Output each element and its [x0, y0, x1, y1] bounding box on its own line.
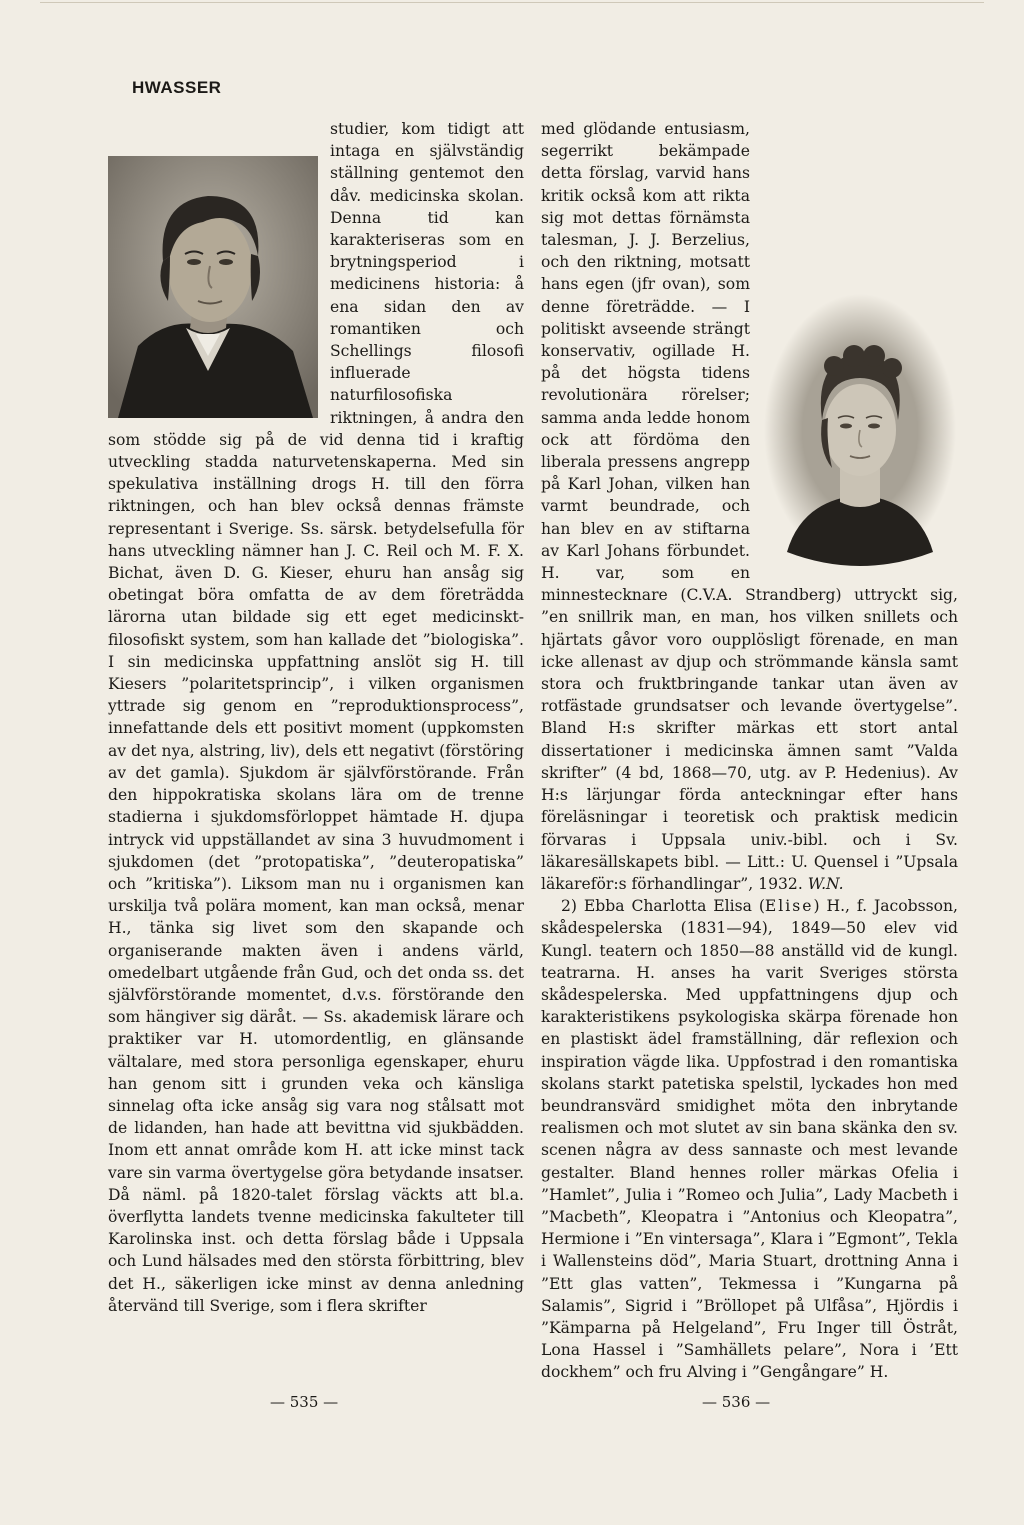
- top-edge-rule: [40, 2, 984, 3]
- running-head: HWASSER: [132, 78, 222, 97]
- entry-intro: 2) Ebba Charlotta Elisa (: [561, 897, 765, 916]
- entry-body: ) H., f. Jacobsson, skådespelerska (1831—94), 1849—50 elev vid Kungl. teatern och 1850—88 anställd vid de kungl. teatrarna. H. anses ha varit Sveriges största skådespelerska. Med uppfattningens djup och karakteristikens psykologiska skärpa förenade hon en plastiskt ädel framställning, där reflexion och inspiration vägde lika. Uppfostrad i den romantiska skolans starkt patetiska spelstil, lyckades hon med beundransvärd smidighet möta den inbrytande realismen och mot slutet av sin bana skänka den sv. scenen några av dess sannaste och mest levande gestalter. Bland hennes roller märkas Ofelia i ”Hamlet”, Julia i ”Romeo och Julia”, Lady Macbeth i ”Macbeth”, Kleopatra i ”Antonius och Kleopatra”, Hermione i ”En vintersaga”, Klara i ”Egmont”, Tekla i Wallensteins död”, Maria Stuart, drottning Anna i ”Ett glas vatten”, Tekmessa i ”Kungarna på Salamis”, Sigrid i ”Bröllopet på Ulfåsa”, Hjördis i ”Kämparna på Helgeland”, Fru Inger till Östråt, Lona Hassel i ”Samhällets pelare”, Nora i ’Ett dockhem” och fru Alving i ”Gengångare” H.: [541, 897, 958, 1382]
- spaced-name: Elise: [764, 897, 814, 916]
- body-text-right-part2: [541, 895, 958, 1383]
- right-column: [541, 118, 958, 1384]
- page-number-left: — 535 —: [270, 1393, 339, 1411]
- portrait-hwasser-image: [108, 156, 318, 418]
- author-signature: W.N.: [807, 874, 844, 893]
- left-column: [108, 118, 524, 1317]
- page-number-right: — 536 —: [702, 1393, 771, 1411]
- portrait-elise-hwasser-image: [762, 290, 958, 570]
- continuation-text: med glödande entusiasm, segerrikt bekämpade detta förslag, varvid hans kritik också kom att rikta sig mot dettas förnämsta talesman, J. J. Berzelius, och den riktning, motsatt hans egen (jfr ovan), som denne företrädde. — I politiskt avseende strängt konservativ, ogillade H. på det högsta tidens revolutionära rörelser; samma anda ledde honom ock att fördöma den liberala pressens angrepp på Karl Johan, vilken han varmt beundrade, och han blev en av stiftarna av Karl Johans förbundet. H. var, som en minnestecknare (C.V.A. Strandberg) uttryckt sig, ”en snillrik man, en man, hos vilken snillets och hjärtats gåvor voro oupplösligt förenade, en man icke allenast av djup och strömmande känsla samt stora och fruktbringande tankar utan även av rotfästade grundsatser och levande övertygelse”. Bland H:s skrifter märkas ett stort antal dissertationer i medicinska ämnen samt ”Valda skrifter” (4 bd, 1868—70, utg. av P. Hedenius). Av H:s lärjungar förda anteckningar efter hans föreläsningar i teoretisk och praktisk medicin förvaras i Uppsala univ.-bibl. och i Sv. läkaresällskapets bibl. — Litt.: U. Quensel i ”Upsala läkareför:s förhandlingar”, 1932.: [541, 120, 958, 893]
- body-text-left: studier, kom tidigt att intaga en självständig ställning gentemot den dåv. medicinska skolan. Denna tid kan karakteriseras som en brytningsperiod i medicinens historia: å ena sidan den av romantiken och Schellings filosofi influerade naturfilosofiska riktningen, å andra den som stödde sig på de vid denna tid i kraftig utveckling stadda naturvetenskaperna. Med sin spekulativa inställning drogs H. till den förra riktningen, och han blev också dennas främste representant i Sverige. Ss. särsk. betydelsefulla för hans utveckling nämner han J. C. Reil och M. F. X. Bichat, även D. G. Kieser, ehuru han ansåg sig obetingat böra omfatta de av dem företrädda lärorna utan bildade sig ett eget medicinskt-filosofiskt system, som han kallade det ”biologiska”. I sin medicinska uppfattning anslöt sig H. till Kiesers ”polaritetsprincip”, i vilken organismen yttrade sig genom en ”reproduktionsprocess”, innefattande dels ett positivt moment (uppkomsten av det nya, alstring, liv), dels ett negativt (förstöring av det gamla). Sjukdom är självförstörande. Från den hippokratiska skolans lära om de trenne stadierna i sjukdomsförloppet hämtade H. djupa intryck vid uppställandet av sina 3 huvudmoment i sjukdomen (det ”protopatiska”, ”deuteropatiska” och ”kritiska”). Liksom man nu i organismen kan urskilja två polära moment, kan man också, menar H., tänka sig livet som den skapande och organiserande makten även i andens värld, omedelbart utgående från Gud, och det onda ss. det självförstörande momentet, d.v.s. förstörande den som hängiver sig däråt. — Ss. akademisk lärare och praktiker var H. utomordentlig, en glänsande vältalare, med stora personliga egenskaper, ehuru han genom sitt i grunden veka och känsliga sinnelag ofta icke ansåg sig vara nog stålsatt mot de lidanden, han hade att bevittna vid sjukbädden. Inom ett annat område kom H. att icke minst tack vare sin varma övertygelse göra betydande insatser. Då näml. på 1820-talet förslag väckts att bl.a. överflytta landets tvenne medicinska fakulteter till Karolinska inst. och detta förslag både i Uppsala och Lund hälsades med den största förbittring, blev det H., säkerligen icke minst av denna anledning återvänd till Sverige, som i flera skrifter: [108, 120, 524, 1315]
